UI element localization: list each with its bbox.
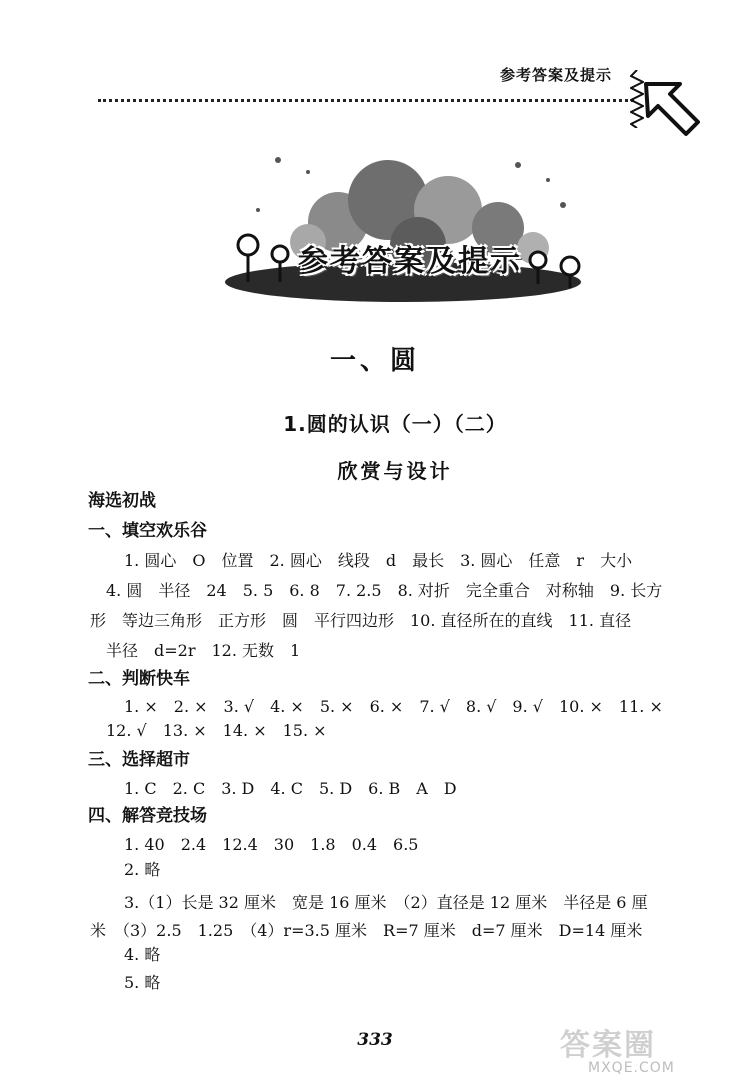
part-heading: 海选初战 <box>88 491 156 511</box>
watermark-url: MXQE.COM <box>588 1060 675 1076</box>
section-heading-problems: 四、解答竞技场 <box>88 806 207 826</box>
title-banner-illustration <box>218 150 588 310</box>
page-number: 333 <box>357 1030 393 1050</box>
answer-line: 4. 圆 半径 24 5. 5 6. 8 7. 2.5 8. 对折 完全重合 对称轴 9. 长方 <box>106 581 663 600</box>
answer-line: 5. 略 <box>124 973 161 992</box>
section-heading-fill-blank: 一、填空欢乐谷 <box>88 521 207 541</box>
answer-line: 1. × 2. × 3. √ 4. × 5. × 6. × 7. √ 8. √ 9. √ 10. × 11. × <box>124 697 663 716</box>
lesson-subtitle: 欣赏与设计 <box>337 459 453 483</box>
lesson-title: 1.圆的认识（一）（二） <box>283 412 507 436</box>
section-heading-true-false: 二、判断快车 <box>88 669 190 689</box>
answer-line: 4. 略 <box>124 945 161 964</box>
answer-line: 1. 40 2.4 12.4 30 1.8 0.4 6.5 <box>124 835 419 854</box>
section-heading-multiple-choice: 三、选择超市 <box>88 750 190 770</box>
watermark-logo: 答案圈 <box>560 1028 656 1063</box>
answer-line: 半径 d=2r 12. 无数 1 <box>106 641 301 660</box>
answer-line: 12. √ 13. × 14. × 15. × <box>106 721 327 740</box>
answer-line: 2. 略 <box>124 860 161 879</box>
banner-title: 参考答案及提示 <box>298 244 522 279</box>
header-dotted-rule <box>98 99 634 102</box>
answer-line: 形 等边三角形 正方形 圆 平行四边形 10. 直径所在的直线 11. 直径 <box>90 611 632 630</box>
answer-line: 1. 圆心 O 位置 2. 圆心 线段 d 最长 3. 圆心 任意 r 大小 <box>124 551 633 570</box>
running-header-title: 参考答案及提示 <box>500 66 613 84</box>
answer-line: 1. C 2. C 3. D 4. C 5. D 6. B A D <box>124 779 457 798</box>
answer-line: 3.（1）长是 32 厘米 宽是 16 厘米 （2）直径是 12 厘米 半径是 6 厘 <box>124 893 648 912</box>
chapter-title: 一、圆 <box>329 346 420 376</box>
answer-line: 米 （3）2.5 1.25 （4）r=3.5 厘米 R=7 厘米 d=7 厘米 D=14 厘米 <box>90 921 643 940</box>
arrow-icon <box>640 78 704 138</box>
